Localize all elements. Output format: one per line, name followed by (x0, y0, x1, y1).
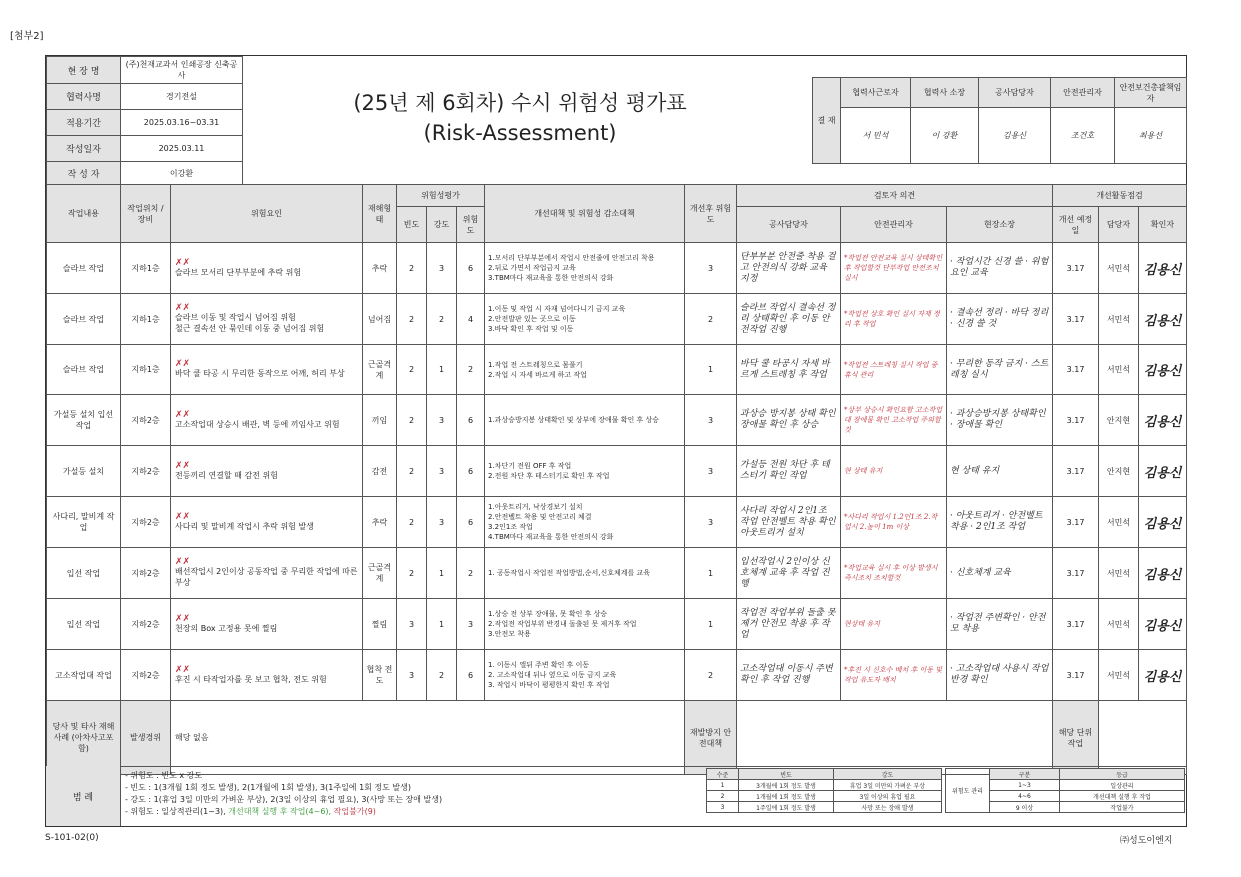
accident-value: 해당 없음 (171, 701, 685, 775)
legend-last-prefix: - 위험도 : 일상적관리(1~3), (125, 807, 229, 816)
col-improve-owner: 담당자 (1099, 207, 1139, 243)
hazard-text: 천장의 Box 고정용 못에 찔림 (175, 623, 278, 633)
review-safety-cell: *후진 시 신호수 배치 후 이동 및 작업 유도자 배치 (841, 650, 947, 701)
work-cell: 슬라브 작업 (47, 294, 121, 345)
level-cell: 3개월에 1회 정도 발생 (739, 780, 834, 791)
col-type: 재해형태 (363, 185, 397, 243)
location-cell: 지하2층 (121, 548, 171, 599)
col-risk: 위험도 (457, 207, 485, 243)
risk-grade-table (945, 768, 1185, 813)
freq-cell: 3 (397, 650, 427, 701)
company-name: ㈜성도이엔지 (1120, 836, 1173, 846)
approval-table (812, 77, 1187, 164)
signature-construction-manager: 김용신 (979, 108, 1051, 164)
check-mark-icon: ✗✗ (175, 664, 191, 675)
review-construction-cell: 가설등 전원 차단 후 테스터기 확인 작업 (737, 446, 841, 497)
review-site-cell: · 작업시간 신경 쓸 · 위험요인 교육 (947, 243, 1053, 294)
measures-cell: 1.모서리 단부부분에서 작업시 안전줄에 안전고리 착용 2.뒤로 가면서 작업금지 교육 3.TBM마다 재교육을 통한 안전의식 강화 (485, 243, 685, 294)
col-after-risk: 개선후 위험도 (685, 185, 737, 243)
level-cell: 3 (707, 802, 739, 813)
accident-label: 당사 및 타사 재해사례 (아차사고포함) (47, 701, 121, 775)
date-cell: 3.17 (1053, 395, 1099, 446)
checker-cell: 김용신 (1139, 650, 1187, 701)
risk-grade-label: 위험도 관리 (946, 769, 990, 813)
review-construction-cell: 슬라브 작업시 결속선 정리 상태확인 후 이동 안전작업 진행 (737, 294, 841, 345)
hazard-cell (171, 446, 363, 497)
owner-cell: 서민석 (1099, 345, 1139, 395)
type-cell: 넘어짐 (363, 294, 397, 345)
sev-cell: 3 (427, 243, 457, 294)
review-site-cell: 현 상태 유지 (947, 446, 1053, 497)
type-cell: 협착 전도 (363, 650, 397, 701)
signature-worker: 서 민석 (841, 108, 911, 164)
level-header: 수준 (707, 769, 739, 780)
after-risk-cell: 1 (685, 345, 737, 395)
review-construction-cell: 바닥 쿨 타공시 자세 바르게 스트레칭 후 작업 (737, 345, 841, 395)
level-cell: 2 (707, 791, 739, 802)
after-risk-cell: 1 (685, 599, 737, 650)
work-cell: 고소작업대 작업 (47, 650, 121, 701)
freq-cell: 2 (397, 345, 427, 395)
table-row (47, 294, 1187, 345)
hazard-text: 슬라브 이동 및 작업시 넘어짐 위험 철근 결속선 안 묶인데 이동 중 넘어짐 위험 (175, 313, 325, 333)
type-cell: 찔림 (363, 599, 397, 650)
review-safety-cell: *작업전 스트레칭 실시 작업 중 휴식 관리 (841, 345, 947, 395)
hazard-text: 슬라브 모서리 단부부분에 추락 위험 (175, 267, 302, 277)
hazard-cell (171, 243, 363, 294)
risk-grade-cell: 9 이상 (990, 802, 1060, 813)
work-cell: 입선 작업 (47, 548, 121, 599)
signature-partner-head: 이 강환 (911, 108, 979, 164)
risk-table (46, 184, 1187, 775)
col-location: 작업위치 / 장비 (121, 185, 171, 243)
risk-grade-cell: 4~6 (990, 791, 1060, 802)
date-cell: 3.17 (1053, 294, 1099, 345)
col-review-construction: 공사담당자 (737, 207, 841, 243)
after-risk-cell: 3 (685, 497, 737, 548)
legend-last-red: 작업불가(9) (333, 807, 376, 816)
after-risk-cell: 3 (685, 446, 737, 497)
work-cell: 슬라브 작업 (47, 243, 121, 294)
sev-cell: 1 (427, 548, 457, 599)
measures-cell: 1.작업 전 스트레칭으로 몸풀기 2.작업 시 자세 바르게 하고 작업 (485, 345, 685, 395)
freq-cell: 2 (397, 446, 427, 497)
title-line1: (25년 제 6회차) 수시 위험성 평가표 (353, 91, 687, 115)
risk-cell: 6 (457, 446, 485, 497)
hazard-text: 고소작업대 상승시 배관, 벽 등에 끼임사고 위험 (175, 419, 340, 429)
review-site-cell: · 작업전 주변확인 · 안전모 착용 (947, 599, 1053, 650)
sev-cell: 2 (427, 294, 457, 345)
location-cell: 지하1층 (121, 294, 171, 345)
review-construction-cell: 과상승 방지봉 상태 확인 장애물 확인 후 상승 (737, 395, 841, 446)
site-name-value: (주)천재교과서 인쇄공장 신축공사 (121, 57, 243, 84)
risk-grade-cell: 일상관리 (1060, 780, 1185, 791)
checker-cell: 김용신 (1139, 548, 1187, 599)
check-mark-icon: ✗✗ (175, 409, 191, 420)
partner-label: 협력사명 (47, 84, 121, 110)
location-cell: 지하2층 (121, 650, 171, 701)
checker-cell: 김용신 (1139, 345, 1187, 395)
table-row (47, 599, 1187, 650)
hazard-cell (171, 395, 363, 446)
role-worker: 협력사근로자 (841, 78, 911, 108)
owner-cell: 서민석 (1099, 599, 1139, 650)
hazard-cell (171, 548, 363, 599)
risk-grade-cell: 작업불가 (1060, 802, 1185, 813)
site-name-label: 현 장 명 (47, 57, 121, 84)
work-cell: 슬라브 작업 (47, 345, 121, 395)
measures-cell: 1.이동 및 작업 시 자재 넘어다니기 금지 교육 2.안전발판 있는 곳으로 이동 3.바닥 확인 후 작업 및 이동 (485, 294, 685, 345)
check-mark-icon: ✗✗ (175, 359, 191, 369)
freq-cell: 2 (397, 395, 427, 446)
risk-cell: 2 (457, 548, 485, 599)
hazard-text: 배선작업시 2인이상 공동작업 중 무리한 작업에 따른 부상 (175, 567, 358, 587)
after-risk-cell: 2 (685, 294, 737, 345)
after-risk-cell: 3 (685, 243, 737, 294)
col-freq: 빈도 (397, 207, 427, 243)
table-row (47, 345, 1187, 395)
sev-cell: 3 (427, 395, 457, 446)
measures-cell: 1.상승 전 상부 장애물, 못 확인 후 상승 2.작업전 작업부위 반경내 돌출된 못 제거후 작업 3.안전모 착용 (485, 599, 685, 650)
hazard-cell (171, 650, 363, 701)
legend-label-cell (46, 766, 121, 826)
type-cell: 추락 (363, 243, 397, 294)
checker-cell: 김용신 (1139, 395, 1187, 446)
prevent-value (737, 701, 1053, 775)
legend-text (125, 770, 442, 818)
review-safety-cell: *작업전 상호 확인 실시 자재 정리 후 작업 (841, 294, 947, 345)
author-value: 이강환 (121, 162, 243, 185)
unit-label: 해당 단위작업 (1053, 701, 1099, 775)
level-cell: 사망 또는 장애 발생 (834, 802, 942, 813)
type-cell: 끼임 (363, 395, 397, 446)
sev-cell: 3 (427, 497, 457, 548)
checker-cell: 김용신 (1139, 294, 1187, 345)
hazard-cell (171, 345, 363, 395)
level-header: 강도 (834, 769, 942, 780)
hazard-cell (171, 294, 363, 345)
col-measures: 개선대책 및 위험성 감소대책 (485, 185, 685, 243)
check-mark-icon: ✗✗ (175, 303, 191, 313)
owner-cell: 서민석 (1099, 294, 1139, 345)
type-cell: 근골격계 (363, 345, 397, 395)
hazard-text: 후진 시 타작업자를 못 보고 협착, 전도 위험 (175, 674, 327, 684)
level-cell: 1개월에 1회 정도 발생 (739, 791, 834, 802)
table-row (47, 243, 1187, 294)
col-work: 작업내용 (47, 185, 121, 243)
measures-cell: 1.과상승방지봉 상태확인 및 상부에 장애물 확인 후 상승 (485, 395, 685, 446)
level-header: 빈도 (739, 769, 834, 780)
unit-value (1099, 701, 1187, 775)
work-cell: 가설등 설치 (47, 446, 121, 497)
review-site-cell: · 무리한 동작 금지 · 스트레칭 실시 (947, 345, 1053, 395)
signature-safety-manager: 조건호 (1051, 108, 1115, 164)
table-row (47, 446, 1187, 497)
owner-cell: 서민석 (1099, 650, 1139, 701)
date-cell: 3.17 (1053, 599, 1099, 650)
date-cell: 3.17 (1053, 345, 1099, 395)
risk-cell: 6 (457, 243, 485, 294)
risk-grade-header: 구분 (990, 769, 1060, 780)
owner-cell: 서민석 (1099, 243, 1139, 294)
legend-line: - 위험도 : 빈도 x 강도 (125, 771, 203, 780)
risk-grade-cell: 1~3 (990, 780, 1060, 791)
signature-general-manager: 최용선 (1115, 108, 1187, 164)
sev-cell: 1 (427, 345, 457, 395)
table-row (47, 497, 1187, 548)
risk-cell: 6 (457, 497, 485, 548)
location-cell: 지하2층 (121, 446, 171, 497)
review-construction-cell: 고소작업대 이동시 주변 확인 후 작업 진행 (737, 650, 841, 701)
risk-grade-cell: 개선대책 실행 후 작업 (1060, 791, 1185, 802)
review-site-cell: · 신호체계 교육 (947, 548, 1053, 599)
title-line2: (Risk-Assessment) (423, 121, 617, 145)
hazard-text: 전등끼리 연결할 때 감전 위험 (175, 470, 278, 480)
legend-line: - 강도 : 1(휴업 3일 미만의 가벼운 부상), 2(3일 이상의 휴업 필요), 3(사망 또는 장애 발생) (125, 795, 443, 804)
col-review-safety: 안전관리자 (841, 207, 947, 243)
after-risk-cell: 3 (685, 395, 737, 446)
owner-cell: 서민석 (1099, 548, 1139, 599)
review-site-cell: · 과상승방지봉 상태확인 · 장애물 확인 (947, 395, 1053, 446)
sev-cell: 2 (427, 650, 457, 701)
work-cell: 입선 작업 (47, 599, 121, 650)
location-cell: 지하2층 (121, 395, 171, 446)
freq-cell: 2 (397, 243, 427, 294)
role-general-manager: 안전보건총괄책임자 (1115, 78, 1187, 108)
sev-cell: 3 (427, 446, 457, 497)
accident-col: 발생경위 (121, 701, 171, 775)
table-row (47, 650, 1187, 701)
prevent-label: 재발방지 안전대책 (685, 701, 737, 775)
review-construction-cell: 작업전 작업부위 돌출 못 제거 안전모 착용 후 작업 (737, 599, 841, 650)
page-title (240, 88, 800, 148)
review-construction-cell: 사다리 작업시 2인1조 작업 안전벨트 착용 확인 아웃트리거 설치 (737, 497, 841, 548)
freq-cell: 2 (397, 294, 427, 345)
type-cell: 추락 (363, 497, 397, 548)
level-table (706, 768, 942, 813)
date-cell: 3.17 (1053, 243, 1099, 294)
freq-cell: 3 (397, 599, 427, 650)
type-cell: 감전 (363, 446, 397, 497)
date-cell: 3.17 (1053, 497, 1099, 548)
work-cell: 가설등 설치 입선 작업 (47, 395, 121, 446)
col-risk-eval: 위험성평가 (397, 185, 485, 207)
checker-cell: 김용신 (1139, 599, 1187, 650)
freq-cell: 2 (397, 497, 427, 548)
partner-value: 경기전설 (121, 84, 243, 110)
check-mark-icon: ✗✗ (175, 557, 191, 567)
owner-cell: 안지현 (1099, 395, 1139, 446)
measures-cell: 1. 이동시 앨뒤 주변 확인 후 이동 2. 고소작업대 뒤나 옆으로 이동 금지 교육 3. 작업시 바닥이 평평한지 확인 후 작업 (485, 650, 685, 701)
period-label: 적용기간 (47, 110, 121, 136)
date-cell: 3.17 (1053, 446, 1099, 497)
table-row (47, 548, 1187, 599)
measures-cell: 1. 공동작업시 작업전 작업방법,순서,신호체계를 교육 (485, 548, 685, 599)
review-site-cell: · 결속선 정리 · 바닥 정리 · 신경 쓸 것 (947, 294, 1053, 345)
level-cell: 휴업 3일 미만의 가벼운 부상 (834, 780, 942, 791)
risk-grade-header: 등급 (1060, 769, 1185, 780)
review-safety-cell: *상부 상승시 확인요함 고소작업대 장애물 확인 고소작업 주의할것 (841, 395, 947, 446)
after-risk-cell: 1 (685, 548, 737, 599)
review-safety-cell: 현상태 유지 (841, 599, 947, 650)
review-safety-cell: *사다리 작업시 1.2인1조 2.작업시 2.높이 1m 이상 (841, 497, 947, 548)
location-cell: 지하2층 (121, 599, 171, 650)
type-cell: 근골격계 (363, 548, 397, 599)
info-table (46, 56, 243, 185)
owner-cell: 서민석 (1099, 497, 1139, 548)
risk-cell: 4 (457, 294, 485, 345)
sev-cell: 1 (427, 599, 457, 650)
hazard-text: 사다리 및 말비계 작업시 추락 위험 발생 (175, 521, 314, 531)
check-mark-icon: ✗✗ (175, 257, 191, 268)
date-label: 작성일자 (47, 136, 121, 162)
hazard-cell (171, 497, 363, 548)
date-cell: 3.17 (1053, 548, 1099, 599)
level-cell: 3일 이상의 휴업 필요 (834, 791, 942, 802)
role-partner-head: 협력사 소장 (911, 78, 979, 108)
measures-cell: 1.차단기 전원 OFF 후 작업 2.전원 차단 후 테스터기로 확인 후 작업 (485, 446, 685, 497)
col-review-site: 현장소장 (947, 207, 1053, 243)
legend-line: - 빈도 : 1(3개월 1회 정도 발생), 2(1개월에 1회 발생), 3(1주일에 1회 정도 발생) (125, 783, 412, 792)
check-mark-icon: ✗✗ (175, 460, 191, 471)
review-construction-cell: 단부부분 안전줄 착용 걸고 안전의식 강화 교육 지정 (737, 243, 841, 294)
work-cell: 사다리, 말비계 작업 (47, 497, 121, 548)
review-safety-cell: *작업교육 실시 후 이상 발생시 즉시조치 조치할것 (841, 548, 947, 599)
author-label: 작 성 자 (47, 162, 121, 185)
table-row (47, 395, 1187, 446)
review-site-cell: · 아웃트리거 · 안전벨트 착용 · 2인1조 작업 (947, 497, 1053, 548)
risk-cell: 3 (457, 599, 485, 650)
check-mark-icon: ✗✗ (175, 613, 191, 624)
col-review: 검토자 의견 (737, 185, 1053, 207)
review-safety-cell: 현 상태 유지 (841, 446, 947, 497)
legend-label: 범 례 (72, 792, 94, 803)
freq-cell: 2 (397, 548, 427, 599)
doc-code: S-101-02(0) (45, 833, 99, 843)
level-cell: 1주일에 1회 정도 발생 (739, 802, 834, 813)
after-risk-cell: 2 (685, 650, 737, 701)
col-improve-date: 개선 예정일 (1053, 207, 1099, 243)
date-cell: 3.17 (1053, 650, 1099, 701)
col-improve: 개선활동점검 (1053, 185, 1187, 207)
date-value: 2025.03.11 (121, 136, 243, 162)
hazard-text: 바닥 쿨 타공 시 무리한 동작으로 어깨, 허리 부상 (175, 369, 345, 378)
legend-line-last (125, 806, 442, 818)
checker-cell: 김용신 (1139, 446, 1187, 497)
measures-cell: 1.아웃트리거, 낙상경보기 설치 2.안전벨트 착용 및 안전고리 체결 3.2인1조 작업 4.TBM마다 재교육을 통한 안전의식 강화 (485, 497, 685, 548)
risk-cell: 6 (457, 650, 485, 701)
approval-side-label: 결 재 (813, 78, 841, 164)
col-improve-checker: 확인자 (1139, 207, 1187, 243)
location-cell: 지하1층 (121, 345, 171, 395)
check-mark-icon: ✗✗ (175, 511, 191, 522)
col-hazard: 위험요인 (171, 185, 363, 243)
checker-cell: 김용신 (1139, 497, 1187, 548)
risk-cell: 2 (457, 345, 485, 395)
col-sev: 강도 (427, 207, 457, 243)
hazard-cell (171, 599, 363, 650)
period-value: 2025.03.16~03.31 (121, 110, 243, 136)
risk-cell: 6 (457, 395, 485, 446)
owner-cell: 안지현 (1099, 446, 1139, 497)
role-construction-manager: 공사담당자 (979, 78, 1051, 108)
level-cell: 1 (707, 780, 739, 791)
checker-cell: 김용신 (1139, 243, 1187, 294)
attachment-label: [첨부2] (10, 31, 44, 42)
legend-last-green: 개선대책 실행 후 작업(4~6), (228, 807, 334, 816)
review-site-cell: · 고소작업대 사용시 작업반경 확인 (947, 650, 1053, 701)
review-construction-cell: 입선작업시 2인이상 신호체계 교육 후 작업 진행 (737, 548, 841, 599)
location-cell: 지하2층 (121, 497, 171, 548)
location-cell: 지하1층 (121, 243, 171, 294)
role-safety-manager: 안전관리자 (1051, 78, 1115, 108)
review-safety-cell: *작업전 안전교육 실시 상태확인 후 작업할것 단부작업 안전조치 실시 (841, 243, 947, 294)
